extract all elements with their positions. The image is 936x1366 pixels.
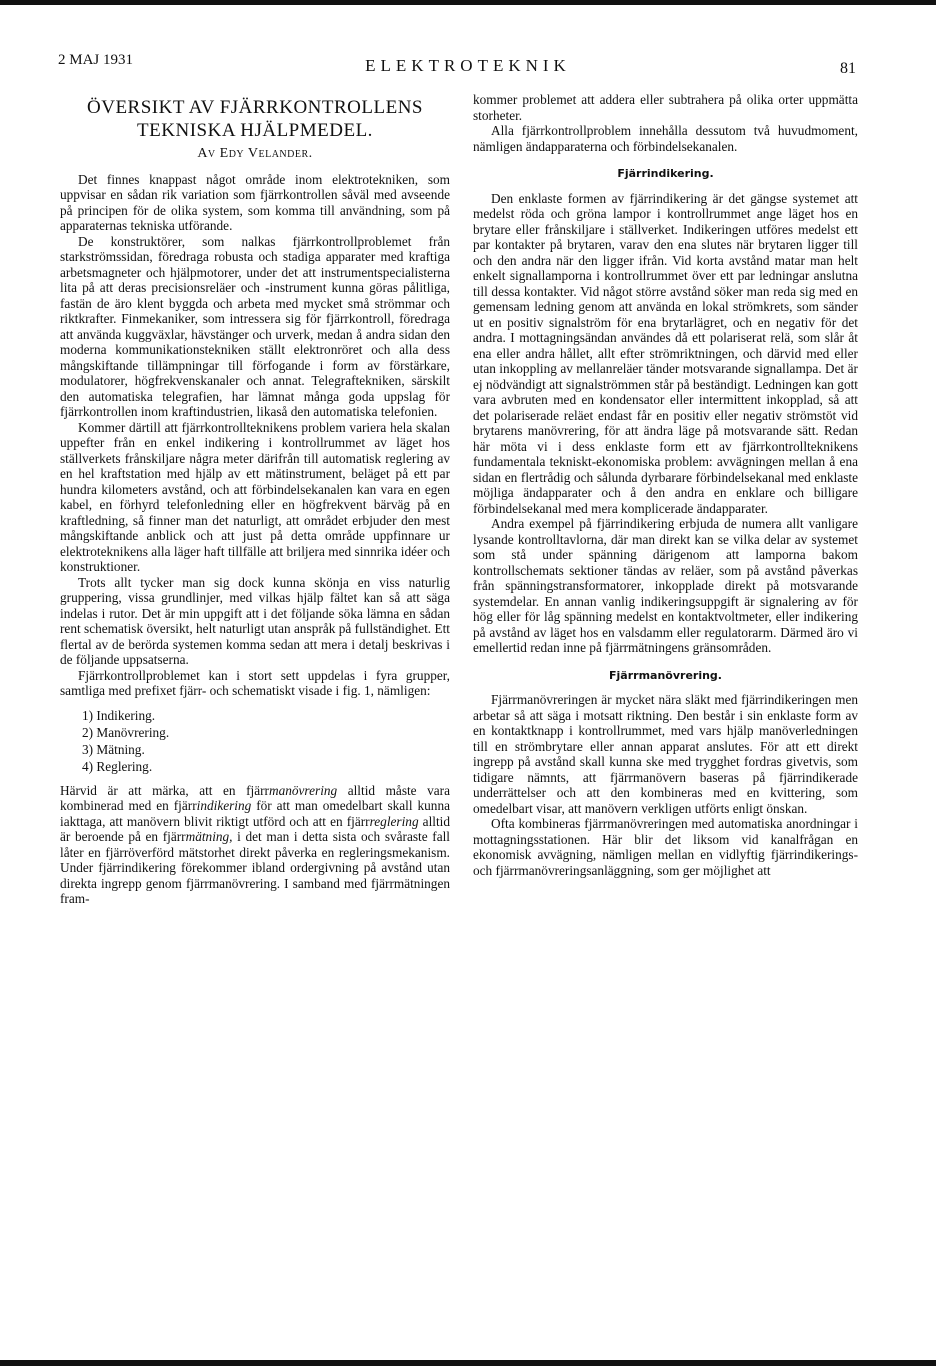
paragraph-after-list: Härvid är att märka, att en fjärrmanövrering alltid måste vara kombinerad med en fjärrindikering för att man omedelbart skall kunna iakttaga, att manövern blivit riktigt utförd och att en fjärrreglering alltid är beroende på en fjärrmätning, i det man i detta sista och svåraste fall låter en fjärröverförd mätstorhet direkt påverka en regleringsmekanism. Under fjärrindikering förekommer ibland ordergivning på avstånd utan direkta ingrepp genom fjärrmanövrering. I samband med fjärrmätningen fram-	[60, 782, 451, 906]
paragraph: Fjärrmanövreringen är mycket nära släkt med fjärrindikeringen men arbetar så att säga i motsatt riktning. Den består i sin enklaste form av en kontaktknapp i kontrollrummet, med vars hjälp manöverledningen till en strömbrytare eller annan apparat anslutes. För att ett direkt ingrepp på avstånd skall kunna ske med trygghet fordras givetvis, som tidigare nämnts, att fjärrmanövern baseras på fjärrindikerade underrättelser och att den kombineras med en kvittering, som omedelbart visar, att manövern verkligen utförts enligt önskan.	[473, 692, 858, 816]
byline: Av Edy Velander.	[197, 146, 313, 161]
list-item: 1) Indikering.	[82, 707, 156, 723]
problem-groups-list	[82, 707, 450, 775]
list-item: 2) Manövrering.	[82, 724, 170, 740]
article-title-line1: ÖVERSIKT AV FJÄRRKONTROLLENS	[87, 97, 423, 118]
paragraph: kommer problemet att addera eller subtrahera på olika orter uppmätta storheter.	[473, 92, 858, 123]
section-heading-fjarrindikering: Fjärrindikering.	[617, 167, 714, 180]
top-border	[0, 0, 936, 5]
list-item: 3) Mätning.	[82, 741, 145, 757]
article-title	[60, 96, 450, 142]
page-number: 81	[840, 60, 856, 77]
list-item: 4) Reglering.	[82, 758, 153, 774]
bottom-border	[0, 1360, 936, 1366]
paragraph: Ofta kombineras fjärrmanövreringen med automatiska anordningar i mottagningsstationen. Här blir det liksom vid kanalfrågan en ekonomisk avvägning, nämligen mellan en vidlyftig fjärrindikerings- och fjärrmanövreringsanläggning, som ger möjlighet att	[473, 816, 858, 878]
section-heading-fjarrmanovrering: Fjärrmanövrering.	[609, 668, 722, 682]
paragraph: Den enklaste formen av fjärrindikering är det gängse systemet att medelst röda och gröna lampor i kontrollrummet ange läget hos en brytare eller frånskiljare i ställverket. Indikeringen utföres medelst ett par kontakter på brytaren, varav den ena slutes när brytaren ligger till och den andra när den ligger ifrån. Vid korta avstånd matar man helt enkelt signallamporna i kontrollrummet över ett par ledningar anslutna till dessa kontakter. Vid något större avstånd söker man reda sig med en gemensam ledning genom att använda en lokal strömkrets, som sänder ut en positiv signalström för ena brytarlägret, och en negativ för det andra. I mottagningsändan användes då ett polariserat relä, som slår åt ena eller andra hållet, allt efter strömriktningen, och därvid med eller utan inkoppling av mellanreläer tänder motsvarande signallampa. Det är ej nödvändigt att signalströmmen står på beständigt. Ledningen kan gott vara avbruten med en kondensator eller intermittent inkopplad, så att det polariserade reläet endast får en positiv eller negativ strömstöt vid brytarens manövrering, för att ändra läge på motsvarande sätt. Redan här möta vi i dess enklaste form ett av fjärrkontrollteknikens fundamentala tekniskt-ekonomiska problem: avvägningen mellan å ena sidan en flertrådig och sålunda dyrbarare förbindelsekanal med enklaste möjliga ändapparater och å den andra en enklare och billigare förbindelsekanal med mera komplicerade ändapparater.	[473, 190, 858, 516]
paragraph: Det finnes knappast något område inom elektrotekniken, som uppvisar en sådan rik variation som fjärrkontrollen såväl med avseende på principen för de olika system, som komma till användning, som på apparaternas tekniska utförande.	[60, 171, 450, 233]
paragraph: Trots allt tycker man sig dock kunna skönja en viss naturlig gruppering, vissa grundlinjer, med vilkas hjälp fältet kan så att säga indelas i rutor. Det är min uppgift att i det följande söka lämna en sådan rent schematisk översikt, helt naturligt utan anspråk på fullständighet. Ett flertal av de berörda systemen komma sedan att mera i detalj beskrivas i de följande uppsatserna.	[60, 574, 450, 667]
paragraph: Fjärrkontrollproblemet kan i stort sett uppdelas i fyra grupper, samtliga med prefixet fjärr- och schematiskt visade i fig. 1, nämligen:	[60, 667, 450, 698]
issue-date: 2 MAJ 1931	[58, 52, 134, 68]
article-title-line2: TEKNISKA HJÄLPMEDEL.	[137, 120, 373, 141]
right-column	[473, 92, 858, 878]
paragraph: De konstruktörer, som nalkas fjärrkontrollproblemet från starkströmssidan, föredraga robusta och stadiga apparater med kraftiga arbetsmagneter och hjälpmotorer, under det att instrumentspecialisterna lita på att deras precisionsreläer och -instrument kunna göras pålitliga, fastän de äro klent byggda och arbeta med mycket små strömmar och riktkrafter. Finmekaniker, som intressera sig för fjärrkontroll, föredraga att använda kuggväxlar, hävstänger och urverk, medan å andra sidan den moderna kommunikationstekniken ställt elektronröret och alla dess mångskiftande tillämpningar till förfogande i form av förstärkare, modulatorer, högfrekvenskanaler och annat. Telegraftekniken, särskilt den automatiska telegrafien, har lämnat många goda uppslag för fjärrkontrollen inom kraftindustrien, likaså den automatiska telefonien.	[60, 233, 450, 419]
paragraph: Alla fjärrkontrollproblem innehålla dessutom två huvudmoment, nämligen ändapparaterna och förbindelsekanalen.	[473, 123, 858, 154]
journal-title: ELEKTROTEKNIK	[365, 56, 571, 75]
paragraph: Kommer därtill att fjärrkontrollteknikens problem variera hela skalan uppefter från en enkel indikering i kontrollrummet av läget hos ställverkets frånskiljare några meter därifrån till automatisk reglering av en hel kraftstation med hjälp av ett mätinstrument, beläget på ett par hundra kilometers avstånd, och att förbindelsekanalen kan vara en egen kabel, en förhyrd telefonledning eller en högfrekvent bärväg på en kraftledning, så finner man det naturligt, att området erbjuder den mest mångskiftande anblick och att just på detta område uppfinnare ur elektroteknikens alla läger haft tillfälle att briljera med sinnrika idéer och konstruktioner.	[60, 419, 450, 574]
paragraph: Andra exempel på fjärrindikering erbjuda de numera allt vanligare lysande kontrolltavlorna, där man direkt kan se vilka delar av systemet som stå under spänning därigenom att lamporna bakom kontrollschemats sektioner tändas av reläer, som på avstånd påverkas från spänningstransformatorer, inkopplade direkt på motsvarande systemdelar. En annan vanlig indikeringsuppgift är signalering av för hög eller för låg spänning medelst en kontaktvoltmeter, eller indikering på avstånd av läget hos en valsdamm eller regulatorarm. Därmed äro vi emellertid redan inne på fjärrmätningens gränsområden.	[473, 516, 858, 655]
left-column	[60, 92, 450, 907]
